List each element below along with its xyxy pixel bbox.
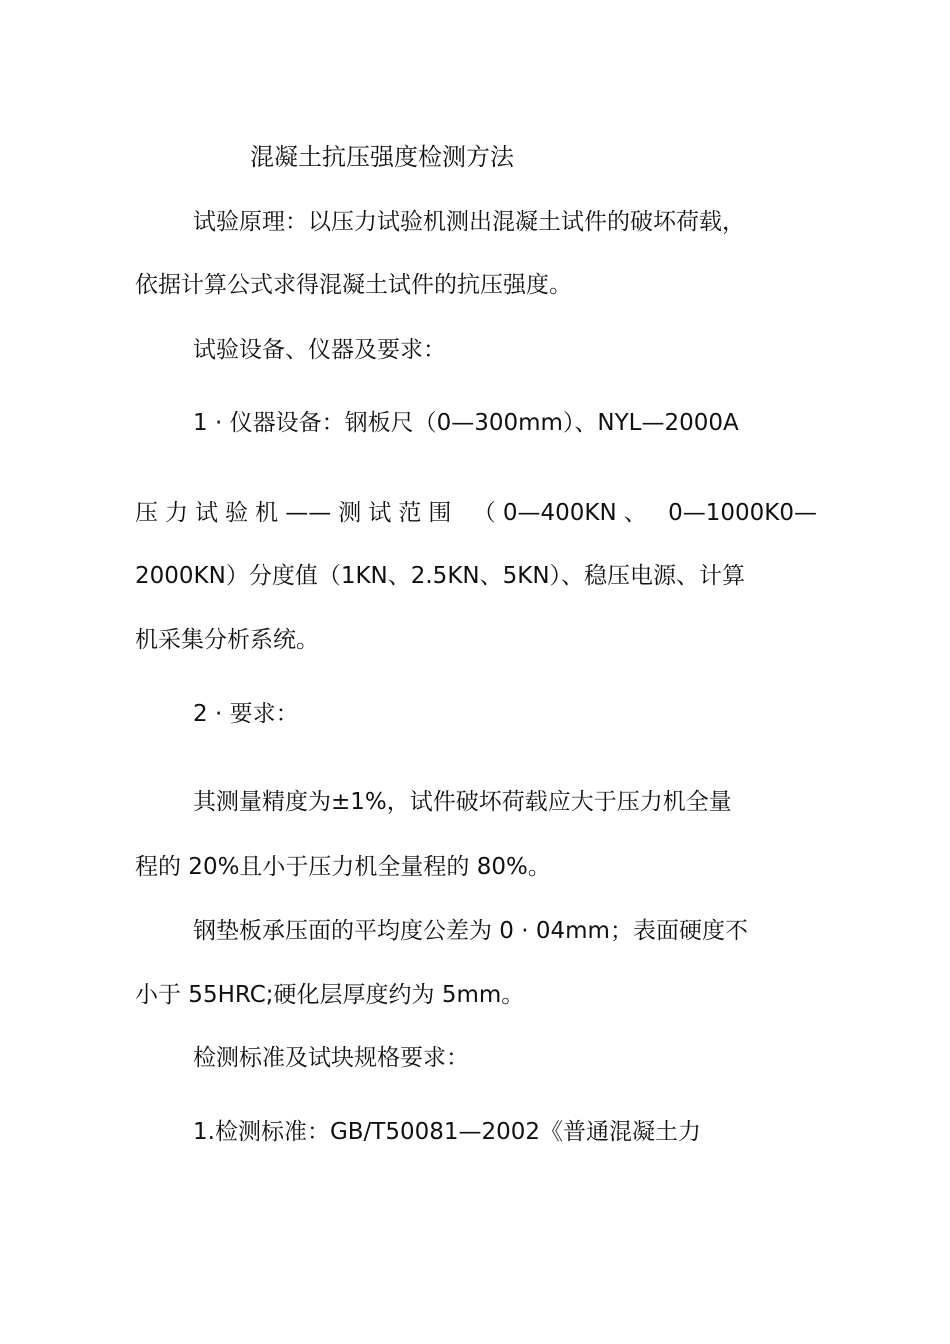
requirements-paragraph-2-line-2: 小于 55HRC;硬化层厚度约为 5mm。 — [135, 982, 525, 1008]
section-heading-equipment: 试验设备、仪器及要求： — [193, 337, 446, 363]
equipment-item-1-line-3: 2000KN）分度值（1KN、2.5KN、5KN）、稳压电源、计算 — [135, 563, 746, 589]
section-heading-standards: 检测标准及试块规格要求： — [193, 1045, 469, 1071]
equipment-item-1-line-1: 1 · 仪器设备：钢板尺（0—300mm）、NYL—2000A — [193, 410, 739, 436]
standards-item-1: 1.检测标准：GB/T50081—2002《普通混凝土力 — [193, 1119, 702, 1145]
paragraph-principle-line-2: 依据计算公式求得混凝土试件的抗压强度。 — [135, 272, 572, 298]
requirements-paragraph-1-line-2: 程的 20%且小于压力机全量程的 80%。 — [135, 854, 551, 880]
document-title: 混凝土抗压强度检测方法 — [250, 143, 514, 171]
requirements-paragraph-2-line-1: 钢垫板承压面的平均度公差为 0 · 04mm；表面硬度不 — [193, 918, 748, 944]
requirements-heading: 2 · 要求： — [193, 701, 299, 727]
equipment-item-1-line-4: 机采集分析系统。 — [135, 627, 319, 653]
paragraph-principle-line-1: 试验原理：以压力试验机测出混凝土试件的破坏荷载， — [193, 209, 745, 235]
requirements-paragraph-1-line-1: 其测量精度为±1%，试件破坏荷载应大于压力机全量 — [193, 789, 732, 815]
equipment-item-1-line-2: 压力试验机——测试范围 （0—400KN、 0—1000K0— — [135, 500, 817, 526]
